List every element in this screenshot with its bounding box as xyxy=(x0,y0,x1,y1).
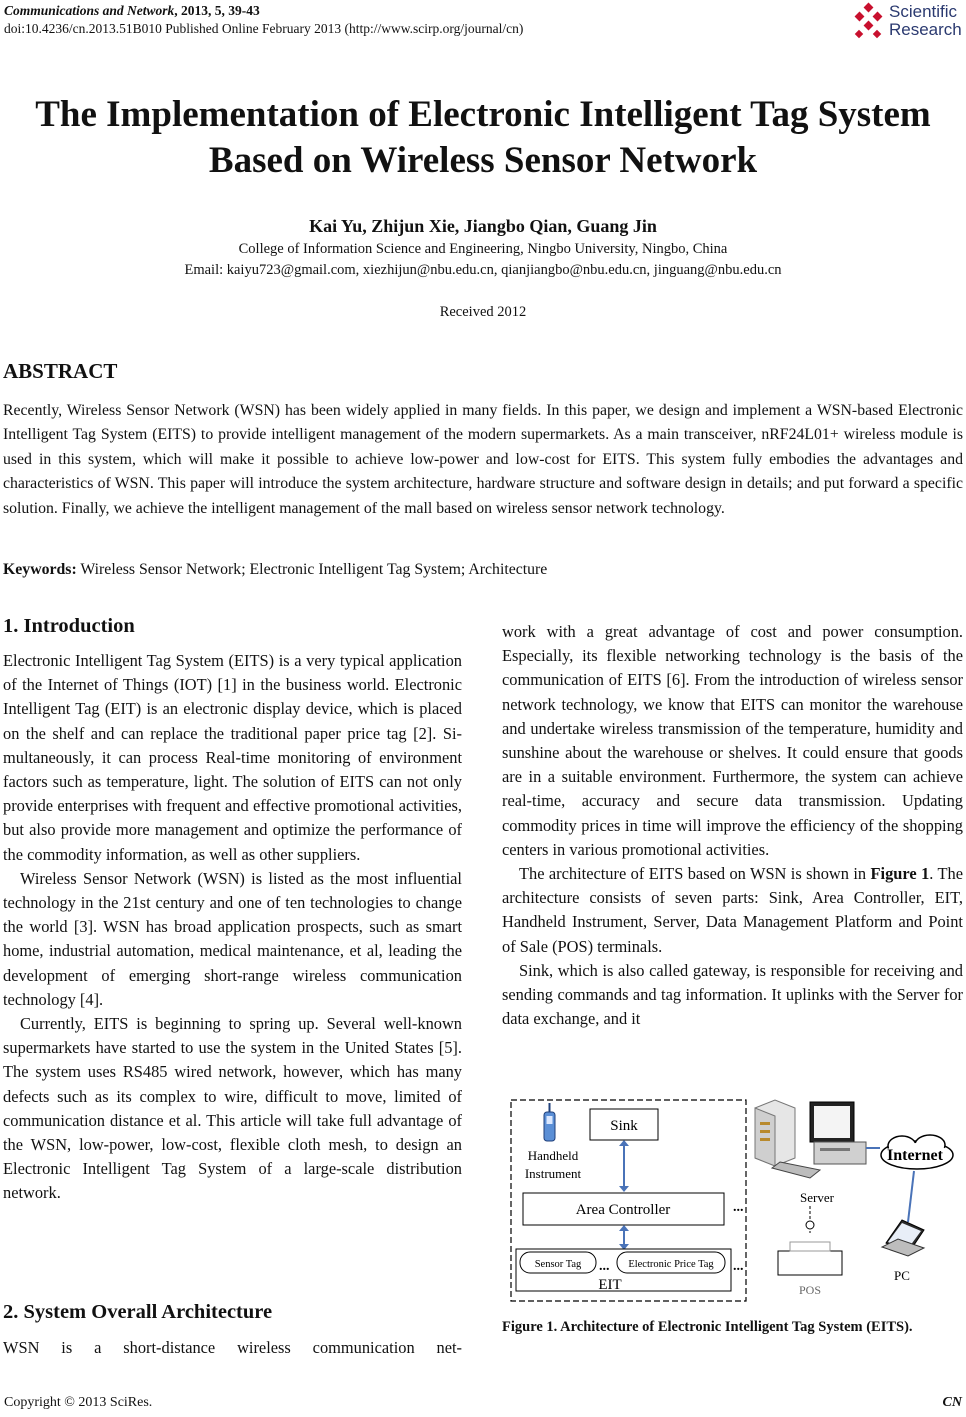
journal-name: Communications and Network xyxy=(4,3,175,18)
architecture-paragraph-3: Sink, which is also called gateway, is responsible for receiving and sending commands and tag information. It uplinks with the Server for data exchange, and it xyxy=(502,960,963,1029)
figure-1-architecture-diagram xyxy=(510,1098,966,1304)
internet-label: Internet xyxy=(887,1147,943,1164)
area-controller-label: Area Controller xyxy=(575,1202,671,1218)
authors: Kai Yu, Zhijun Xie, Jiangbo Qian, Guang Jin xyxy=(309,216,657,236)
eit-label: EIT xyxy=(598,1277,622,1293)
logo-line-1: Scientific xyxy=(889,2,958,21)
keywords-label: Keywords: xyxy=(3,561,77,578)
paper-title: The Implementation of Electronic Intelligent Tag System Based on Wireless Sensor Network xyxy=(35,94,931,181)
pos-label: POS xyxy=(798,1283,822,1297)
architecture-paragraph-1: work with a great advantage of cost and power consumption. Especially, its flexible networking technology is the basis of the communication of EITS [6]. From the introduction of wireless sensor network technology, we know that EITS can monitor the warehouse and undertake wireless transmission of the temperature, humidity and sunshine about the warehouse or shelves. It could ensure that goods are in a suitable environment. Furthermore, the system can achieve real-time, accuracy and secure data transmission. Updating commodity prices in time will improve the efficiency of the shopping centers in various promotional activities. xyxy=(502,622,963,859)
journal-abbreviation: CN xyxy=(942,1395,962,1410)
abstract-heading: ABSTRACT xyxy=(3,359,118,383)
intro-paragraph-1: Electronic Intelligent Tag System (EITS) is a very typical application of the Internet of Things (IOT) [1] in the business world. Electronic Intelligent Tag (EIT) is an electronic display device, which is placed on the shelf and can replace the traditional paper price tag [2]. Simultaneously, it can process Real-time monitoring of environment factors such as temperature, light. The solution of EITS can not only provide enterprises with frequent and effective promotional activities, but also provide more management and optimize the performance of the commodity information, as well as other suppliers. xyxy=(3,651,462,864)
copyright: Copyright © 2013 SciRes. xyxy=(4,1395,153,1410)
logo-mark-icon xyxy=(852,2,886,42)
handheld-label-2: Instrument xyxy=(524,1166,582,1181)
pos-terminal-icon xyxy=(778,1206,842,1275)
architecture-paragraph-start: WSN is a short-distance wireless communication net- xyxy=(3,1338,462,1357)
right-column xyxy=(502,620,963,1031)
sink-label: Sink xyxy=(610,1118,638,1134)
eit-ellipsis: ... xyxy=(733,1259,744,1274)
pc-label: PC xyxy=(894,1268,910,1283)
doi-line: doi:10.4236/cn.2013.51B010 Published Online February 2013 (http://www.scirp.org/journal/cn) xyxy=(4,21,524,36)
eit-ellipsis-inner: ... xyxy=(599,1259,610,1274)
figure-1-caption: Figure 1. Architecture of Electronic Intelligent Tag System (EITS). xyxy=(502,1319,913,1335)
server-label: Server xyxy=(800,1190,834,1205)
journal-header xyxy=(4,3,260,19)
affiliation: College of Information Science and Engineering, Ningbo University, Ningbo, China xyxy=(238,241,728,257)
author-emails: Email: kaiyu723@gmail.com, xiezhijun@nbu.edu.cn, qianjiangbo@nbu.edu.cn, jinguang@nbu.edu.cn xyxy=(184,262,782,278)
left-column xyxy=(3,649,462,1206)
abstract-text: Recently, Wireless Sensor Network (WSN) has been widely applied in many fields. In this paper, we design and implement a WSN-based Electronic Intelligent Tag System (EITS) to provide intelligent management of the modern supermarkets. As a main transceiver, nRF24L01+ wireless module is used in this system, which will make it possible to achieve low-power and low-cost for EITS. This system fully embodies the advantages and characteristics of WSN. This paper will introduce the system architecture, hardware structure and software design in details; and put forward a specific solution. Finally, we achieve the intelligent management of the mall based on wireless sensor network technology. xyxy=(3,402,963,517)
controller-ellipsis: ... xyxy=(733,1200,744,1215)
electronic-price-tag-label: Electronic Price Tag xyxy=(628,1259,714,1270)
received-date: Received 2012 xyxy=(439,304,527,320)
handheld-instrument-icon xyxy=(544,1103,555,1141)
handheld-label-1: Handheld xyxy=(527,1148,579,1163)
figure-1-reference[interactable]: Figure 1 xyxy=(870,864,930,884)
internet-pc-link xyxy=(908,1171,914,1222)
keywords xyxy=(3,558,963,582)
sensor-tag-label: Sensor Tag xyxy=(534,1259,582,1270)
journal-volume: , 2013, 5, 39-43 xyxy=(174,3,260,18)
server-tower-icon xyxy=(755,1100,795,1166)
architecture-paragraph-2: The architecture of EITS based on WSN is shown in Figure 1. The architecture consists of seven parts: Sink, Area Controller, EIT, Handheld Instrument, Server, Data Management Platform and Point of Sale (POS) terminals. xyxy=(502,864,963,956)
pc-laptop-icon xyxy=(882,1220,924,1256)
publisher-logo[interactable] xyxy=(852,0,966,44)
section-heading-architecture: 2. System Overall Architecture xyxy=(3,1301,273,1323)
logo-line-2: Research xyxy=(889,20,962,39)
section-heading-introduction: 1. Introduction xyxy=(3,615,135,637)
intro-paragraph-3: Currently, EITS is beginning to spring up. Several well-known supermarkets have started to use the system in the United States [5]. The system uses RS485 wired network, however, which has many defects such as its complex to wire, difficult to move, limited of communication distance et al. This article will take full advantage of the WSN, low-power, low-cost, flexible cloth mesh, to design an Electronic Intelligent Tag System of a large-scale distribution network. xyxy=(3,1014,462,1203)
intro-paragraph-2: Wireless Sensor Network (WSN) is listed as the most influential technology in the 21st century and one of ten technologies to change the world [3]. WSN has broad application prospects, such as smart home, industrial automation, medical maintenance, et al, leading the development of emerging short-range wireless communication technology [4]. xyxy=(3,868,462,1009)
keywords-list: Wireless Sensor Network; Electronic Intelligent Tag System; Architecture xyxy=(76,561,548,578)
